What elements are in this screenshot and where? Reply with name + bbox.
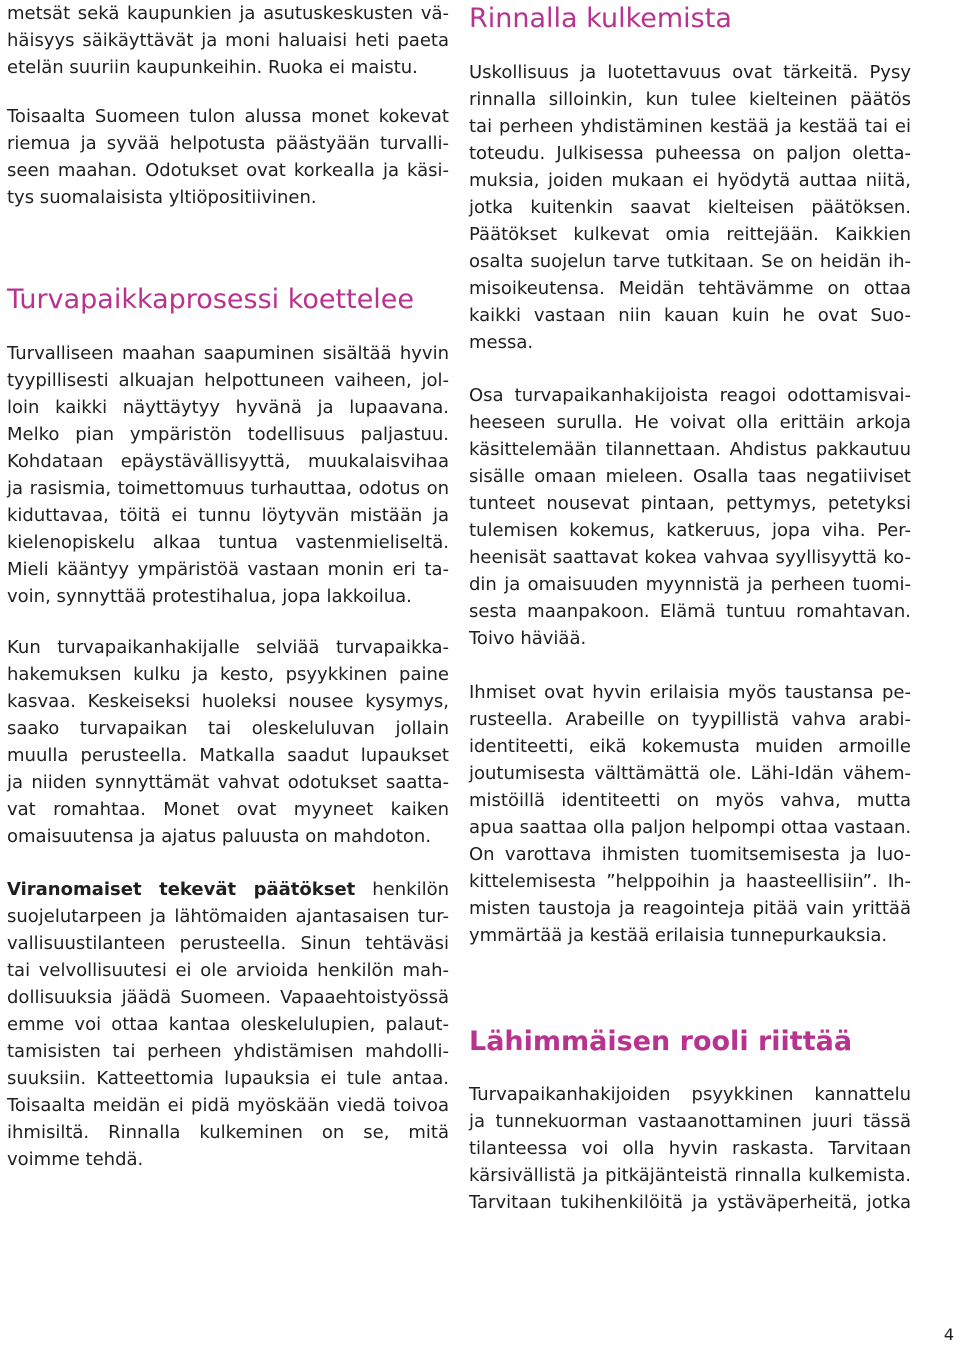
text-line: tamisisten tai perheen yhdistämisen mahdolli- — [7, 1041, 449, 1062]
text-line: sisälle omaan mieleen. Osalla taas negatiiviset — [469, 466, 911, 487]
text-line: tai perheen yhdistäminen kestää ja kestää tai ei — [469, 116, 911, 137]
text-line: vallisuustilanteen perusteella. Sinun tehtäväsi — [7, 933, 449, 954]
text-line: misoikeutensa. Meidän tehtävämme on ottaa — [469, 278, 911, 299]
text-line: Osa turvapaikanhakijoista reagoi odottamisvai- — [469, 385, 911, 406]
text-line: apua saattaa olla paljon helpompi ottaa vastaan. — [469, 817, 912, 838]
text-line: suuksiin. Katteettomia lupauksia ei tule antaa. — [7, 1068, 449, 1089]
text-line: Toisaalta Suomeen tulon alussa monet kokevat — [7, 106, 449, 127]
text-line: toteudu. Julkisessa puheessa on paljon oletta- — [469, 143, 911, 164]
text-line: Melko pian ympäristön todellisuus paljastuu. — [7, 424, 449, 445]
text-line: kielenopiskelu alkaa tuntua vastenmieliseltä. — [7, 532, 449, 553]
text-line: omaisuutensa ja ajatus paluusta on mahdoton. — [7, 826, 432, 847]
text-line: suojelutarpeen ja lähtömaiden ajantasaisen tur- — [7, 906, 449, 927]
text-line: ja rasismia, toimettomuus turhauttaa, odotus on — [7, 478, 449, 499]
text-line: joutumisesta välttämättä ole. Lähi-Idän vähem- — [469, 763, 911, 784]
text-line: ihmisiltä. Rinnalla kulkeminen on se, mitä — [7, 1122, 449, 1143]
text-line: metsät sekä kaupunkien ja asutuskeskusten vä- — [7, 3, 449, 24]
text-line: voimme tehdä. — [7, 1149, 144, 1170]
text-line: voin, synnyttää protestihalua, jopa lakkoilua. — [7, 586, 412, 607]
text-line: kiduttavaa, töitä ei tunnu löytyvän mistään ja — [7, 505, 449, 526]
section-heading-neighbour: Lähimmäisen rooli riittää — [469, 1026, 853, 1057]
text-line: saako turvapaikan tai oleskeluluvan jollain — [7, 718, 449, 739]
text-line: muulla perusteella. Matkalla saadut lupaukset — [7, 745, 449, 766]
text-line: Toisaalta meidän ei pidä myöskään viedä toivoa — [7, 1095, 449, 1116]
text-line: Uskollisuus ja luotettavuus ovat tärkeitä. Pysy — [469, 62, 911, 83]
text-line: muksia, joiden mukaan ei hyödytä auttaa niitä, — [469, 170, 911, 191]
text-run: henkilön — [355, 879, 449, 900]
text-line: mistöillä identiteetti on myös vahva, mutta — [469, 790, 911, 811]
text-line: Kohdataan epäystävällisyyttä, muukalaisvihaa — [7, 451, 449, 472]
text-line: identiteetti, eikä kokemusta muiden armoille — [469, 736, 911, 757]
text-line: misten taustoja ja reagointeja pitää vain yrittää — [469, 898, 911, 919]
text-line: din ja omaisuuden myynnistä ja perheen tuomi- — [469, 574, 911, 595]
text-line: Tarvitaan tukihenkilöitä ja ystäväperheitä, jotka — [469, 1192, 911, 1213]
text-line: tyypillisesti alkuajan helpottuneen vaiheen, jol- — [7, 370, 449, 391]
text-line: rusteella. Arabeille on tyypillistä vahva arabi- — [469, 709, 911, 730]
text-line: ja niiden synnyttämät vahvat odotukset saatta- — [7, 772, 449, 793]
text-line: Kun turvapaikanhakijalle selviää turvapaikka- — [7, 637, 449, 658]
bold-lead-text: Viranomaiset tekevät päätökset — [7, 879, 356, 900]
text-line: hakemuksen kulku ja kesto, psyykkinen paine — [7, 664, 449, 685]
text-line: seen maahan. Odotukset ovat korkealla ja käsi- — [7, 160, 449, 181]
text-line: heeseen surulla. He voivat olla erittäin arkoja — [469, 412, 911, 433]
text-line: messa. — [469, 332, 534, 353]
text-line: Ihmiset ovat hyvin erilaisia myös taustansa pe- — [469, 682, 911, 703]
text-line: kasvaa. Keskeiseksi huoleksi nousee kysymys, — [7, 691, 449, 712]
text-line: ja tunnekuorman vastaanottaminen juuri tässä — [469, 1111, 911, 1132]
text-line: Turvalliseen maahan saapuminen sisältää hyvin — [7, 343, 449, 364]
text-line: vat romahtaa. Monet ovat myyneet kaiken — [7, 799, 449, 820]
text-line: käsittelemään tilannettaan. Ahdistus pakkautuu — [469, 439, 911, 460]
text-line: ymmärtää ja kestää erilaisia tunnepurkauksia. — [469, 925, 888, 946]
section-heading-alongside: Rinnalla kulkemista — [469, 3, 732, 34]
text-line: häisyys säikäyttävät ja moni haluaisi heti paeta — [7, 30, 449, 51]
text-line: kaikki vastaan niin kauan kuin he ovat Suo- — [469, 305, 911, 326]
section-heading-process: Turvapaikkaprosessi koettelee — [7, 284, 415, 315]
text-line: kärsivällistä ja pitkäjänteistä rinnalla kulkemista. — [469, 1165, 911, 1186]
text-line: tunteet nousevat pintaan, pettymys, petetyksi — [469, 493, 911, 514]
text-line: etelän suuriin kaupunkeihin. Ruoka ei maistu. — [7, 57, 418, 78]
text-line: tulemisen kokemus, katkeruus, jopa viha. Per- — [469, 520, 911, 541]
page-number: 4 — [943, 1325, 954, 1344]
text-line: heenisät saattavat kokea vahvaa syyllisyyttä ko- — [469, 547, 911, 568]
text-line: Päätökset kulkevat omia reittejään. Kaikkien — [469, 224, 911, 245]
text-line — [7, 876, 449, 903]
text-line: Turvapaikanhakijoiden psyykkinen kannattelu — [469, 1084, 911, 1105]
text-line: tys suomalaisista yltiöpositiivinen. — [7, 187, 317, 208]
text-line: Toivo häviää. — [469, 628, 587, 649]
text-line: sesta maanpakoon. Elämä tuntuu romahtavan. — [469, 601, 911, 622]
text-line: osalta suojelun tarve tutkitaan. Se on heidän ih- — [469, 251, 911, 272]
text-line: jotka kuitenkin saavat kielteisen päätöksen. — [469, 197, 911, 218]
text-line: tai velvollisuutesi ei ole arvioida henkilön mah- — [7, 960, 449, 981]
text-line: tilanteessa voi olla hyvin raskasta. Tarvitaan — [469, 1138, 911, 1159]
text-line: riemua ja syvää helpotusta päästyään turvalli- — [7, 133, 449, 154]
text-line: emme voi ottaa kantaa oleskelulupien, palaut- — [7, 1014, 449, 1035]
text-line: Mieli kääntyy ympäristöä vastaan monin eri ta- — [7, 559, 449, 580]
text-line: dollisuuksia jäädä Suomeen. Vapaaehtoistyössä — [7, 987, 449, 1008]
text-line: loin kaikki näyttäytyy hyvänä ja lupaavana. — [7, 397, 449, 418]
text-line: On varottava ihmisten tuomitsemisesta ja luo- — [469, 844, 911, 865]
text-line: rinnalla silloinkin, kun tulee kielteinen päätös — [469, 89, 911, 110]
text-line: kittelemisesta ”helppoihin ja haasteellisiin”. Ih- — [469, 871, 911, 892]
